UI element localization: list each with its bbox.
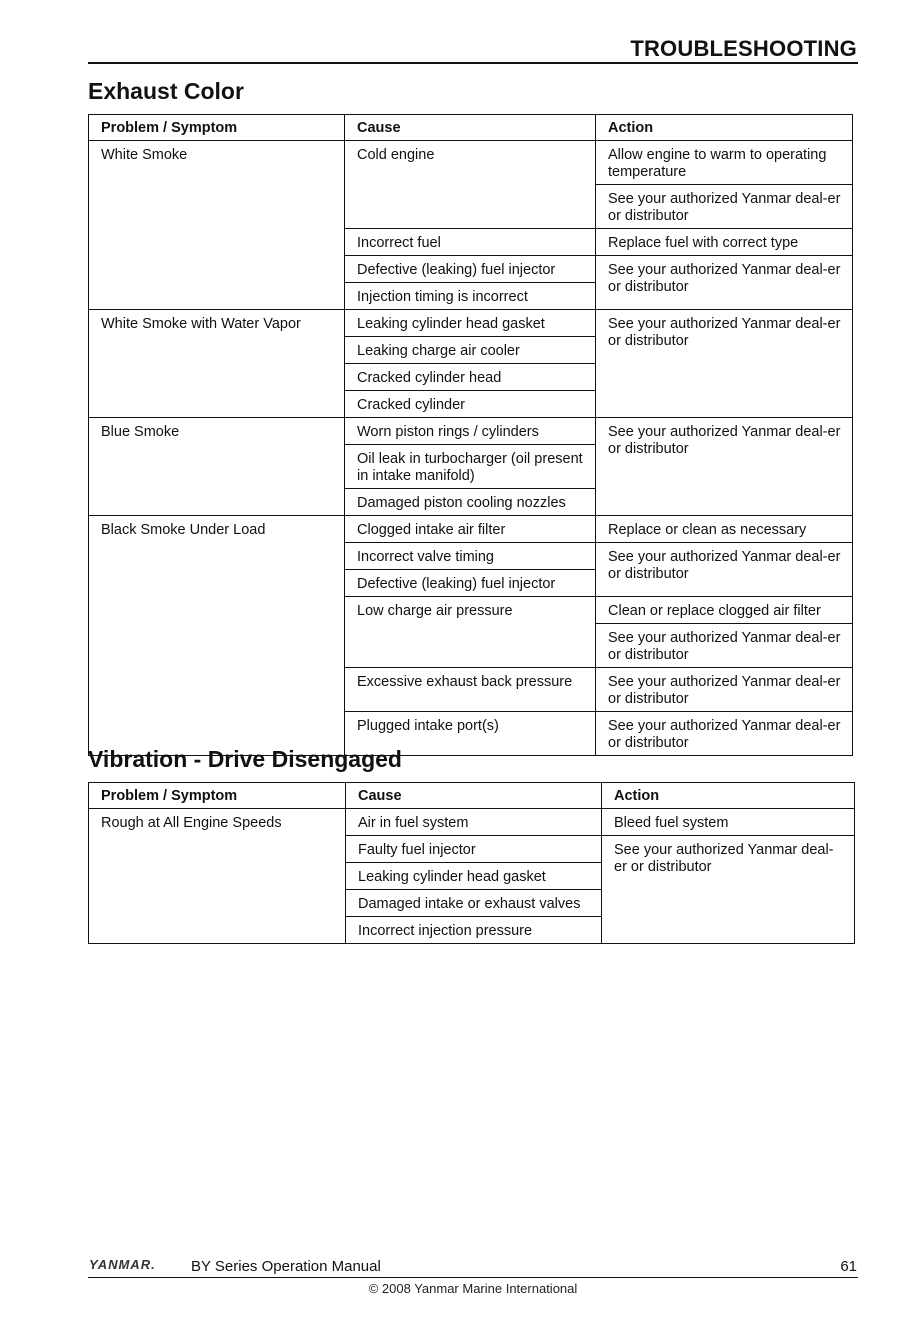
cause-cell: Defective (leaking) fuel injector <box>345 570 596 597</box>
problem-cell: Black Smoke Under Load <box>89 516 345 756</box>
table-row <box>89 418 853 445</box>
header-rule <box>88 62 858 64</box>
column-header-action: Action <box>596 115 853 141</box>
cause-cell: Plugged intake port(s) <box>345 712 596 756</box>
cause-cell: Cracked cylinder <box>345 391 596 418</box>
cause-cell: Oil leak in turbocharger (oil present in intake manifold) <box>345 445 596 489</box>
problem-cell: White Smoke <box>89 141 345 310</box>
section-title-exhaust-color: Exhaust Color <box>88 78 244 104</box>
action-cell: See your authorized Yanmar deal-er or distributor <box>596 310 853 418</box>
cause-cell: Worn piston rings / cylinders <box>345 418 596 445</box>
cause-cell: Cold engine <box>345 141 596 229</box>
cause-cell: Leaking cylinder head gasket <box>346 863 602 890</box>
column-header-problem: Problem / Symptom <box>89 783 346 809</box>
cause-cell: Incorrect valve timing <box>345 543 596 570</box>
cause-cell: Damaged intake or exhaust valves <box>346 890 602 917</box>
action-cell: Replace or clean as necessary <box>596 516 853 543</box>
cause-cell: Leaking charge air cooler <box>345 337 596 364</box>
action-cell: See your authorized Yanmar deal-er or distributor <box>596 543 853 597</box>
copyright: © 2008 Yanmar Marine International <box>368 1281 578 1296</box>
action-cell: See your authorized Yanmar deal-er or distributor <box>596 418 853 516</box>
action-cell: See your authorized Yanmar deal-er or distributor <box>596 256 853 310</box>
cause-cell: Clogged intake air filter <box>345 516 596 543</box>
action-cell: Bleed fuel system <box>602 809 855 836</box>
column-header-action: Action <box>602 783 855 809</box>
cause-cell: Excessive exhaust back pressure <box>345 668 596 712</box>
footer-manual-title: BY Series Operation Manual <box>191 1258 381 1275</box>
table-row <box>89 141 853 185</box>
cause-cell: Cracked cylinder head <box>345 364 596 391</box>
action-cell: See your authorized Yanmar deal-er or distributor <box>596 668 853 712</box>
cause-cell: Injection timing is incorrect <box>345 283 596 310</box>
exhaust-color-table <box>88 114 853 756</box>
column-header-problem: Problem / Symptom <box>89 115 345 141</box>
table-header-row <box>89 115 853 141</box>
action-cell: See your authorized Yanmar deal-er or distributor <box>596 712 853 756</box>
column-header-cause: Cause <box>346 783 602 809</box>
cause-cell: Incorrect fuel <box>345 229 596 256</box>
action-cell: Allow engine to warm to operating temperature <box>596 141 853 185</box>
table-row <box>89 809 855 836</box>
table-row <box>89 516 853 543</box>
action-cell: See your authorized Yanmar deal-er or distributor <box>602 836 855 944</box>
cause-cell: Air in fuel system <box>346 809 602 836</box>
cause-cell: Incorrect injection pressure <box>346 917 602 944</box>
table-row <box>89 310 853 337</box>
cause-cell: Low charge air pressure <box>345 597 596 668</box>
page-number: 61 <box>840 1258 857 1275</box>
page-header-title: TROUBLESHOOTING <box>630 36 857 61</box>
footer-rule <box>88 1277 858 1278</box>
cause-cell: Damaged piston cooling nozzles <box>345 489 596 516</box>
cause-cell: Faulty fuel injector <box>346 836 602 863</box>
yanmar-logo: YANMAR. <box>89 1257 156 1272</box>
vibration-table <box>88 782 855 944</box>
action-cell: Clean or replace clogged air filter <box>596 597 853 624</box>
table-header-row <box>89 783 855 809</box>
cause-cell: Leaking cylinder head gasket <box>345 310 596 337</box>
problem-cell: Rough at All Engine Speeds <box>89 809 346 944</box>
action-cell: Replace fuel with correct type <box>596 229 853 256</box>
section-title-vibration: Vibration - Drive Disengaged <box>88 746 402 772</box>
action-cell: See your authorized Yanmar deal-er or distributor <box>596 185 853 229</box>
cause-cell: Defective (leaking) fuel injector <box>345 256 596 283</box>
problem-cell: White Smoke with Water Vapor <box>89 310 345 418</box>
column-header-cause: Cause <box>345 115 596 141</box>
problem-cell: Blue Smoke <box>89 418 345 516</box>
action-cell: See your authorized Yanmar deal-er or distributor <box>596 624 853 668</box>
